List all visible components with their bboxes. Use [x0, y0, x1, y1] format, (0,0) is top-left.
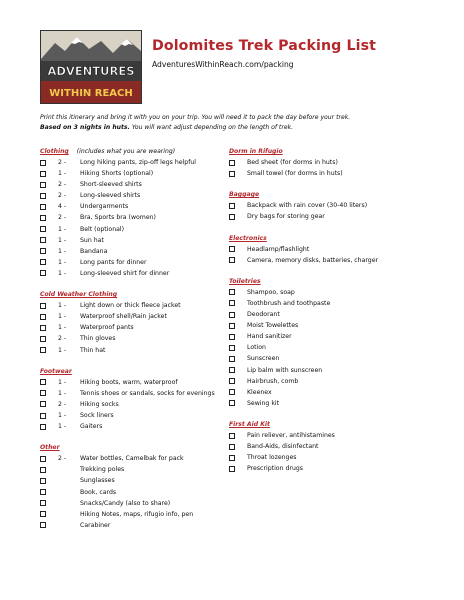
item-label: Thin gloves [80, 335, 116, 343]
item-label: Waterproof shell/Rain jacket [80, 313, 167, 321]
section-baggage [229, 190, 439, 233]
section-title: Baggage [229, 191, 260, 199]
checkbox[interactable] [229, 289, 235, 295]
item-label: Hiking boots, warm, waterproof [80, 378, 178, 386]
checklist-item [40, 190, 240, 201]
checklist-item [229, 463, 439, 474]
checkbox[interactable] [40, 401, 46, 407]
checkbox[interactable] [40, 511, 46, 517]
item-quantity: 1 - [58, 258, 67, 266]
logo-line2: WITHIN REACH [49, 88, 133, 99]
checkbox[interactable] [229, 367, 235, 373]
item-label: Short-sleeved shirts [80, 181, 142, 189]
item-label: Long pants for dinner [80, 258, 147, 266]
checkbox[interactable] [40, 215, 46, 221]
checklist-item [40, 257, 240, 268]
spacer [229, 222, 439, 233]
checklist-item [229, 168, 439, 179]
item-label: Hairbrush, comb [247, 377, 299, 385]
section-title: Electronics [229, 234, 267, 242]
item-label: Hiking socks [80, 400, 119, 408]
checkbox[interactable] [229, 356, 235, 362]
item-label: Bandana [80, 247, 108, 255]
checklist-item [229, 200, 439, 211]
checkbox[interactable] [40, 500, 46, 506]
checklist-item [40, 268, 240, 279]
item-label: Moist Towelettes [247, 322, 299, 330]
checkbox[interactable] [40, 325, 46, 331]
item-label: Sewing kit [247, 399, 280, 407]
item-label: Headlamp/flashlight [247, 245, 310, 253]
item-label: Hiking Notes, maps, rifugio info, pen [80, 510, 194, 518]
item-quantity: 1 - [58, 236, 67, 244]
checklist-item [40, 311, 240, 322]
item-label: Waterproof pants [80, 324, 134, 332]
item-label: Water bottles, Camelbak for pack [80, 455, 184, 463]
checkbox[interactable] [40, 270, 46, 276]
spacer [229, 266, 439, 277]
item-label: Backpack with rain cover (30-40 liters) [247, 202, 368, 210]
checkbox[interactable] [40, 424, 46, 430]
checklist-item [229, 320, 439, 331]
checklist-item [229, 441, 439, 452]
checkbox[interactable] [40, 303, 46, 309]
item-quantity: 1 - [58, 225, 67, 233]
item-quantity: 1 - [58, 302, 67, 310]
checklist-item [40, 509, 240, 520]
checklist-item [40, 224, 240, 235]
item-quantity: 1 - [58, 423, 67, 431]
section-heading [40, 147, 240, 157]
checklist-item [40, 377, 240, 388]
checkbox[interactable] [40, 336, 46, 342]
spacer [40, 432, 240, 443]
logo-line1: ADVENTURES [47, 64, 135, 78]
item-label: Trekking poles [80, 466, 125, 474]
checklist-item [229, 398, 439, 409]
spacer [40, 279, 240, 290]
checkbox[interactable] [40, 160, 46, 166]
spacer [40, 356, 240, 367]
item-label: Bra, Sports bra (women) [80, 214, 156, 222]
checkbox[interactable] [229, 455, 235, 461]
checkbox[interactable] [40, 237, 46, 243]
item-label: Long-sleeved shirts [80, 192, 141, 200]
item-quantity: 4 - [58, 203, 67, 211]
item-label: Sun hat [80, 236, 104, 244]
checklist-item [229, 387, 439, 398]
checkbox[interactable] [40, 467, 46, 473]
checklist-item [229, 309, 439, 320]
item-label: Hand sanitizer [247, 333, 292, 341]
checklist-item [40, 333, 240, 344]
checklist-item [229, 298, 439, 309]
item-label: Kleenex [247, 388, 272, 396]
right-column [229, 147, 439, 474]
item-label: Lotion [247, 344, 266, 352]
intro-text [40, 113, 440, 133]
checkbox[interactable] [229, 400, 235, 406]
checklist-item [229, 287, 439, 298]
item-label: Prescription drugs [247, 465, 304, 473]
item-label: Gaiters [80, 423, 103, 431]
item-quantity: 2 - [58, 214, 67, 222]
item-quantity: 1 - [58, 170, 67, 178]
item-quantity: 2 - [58, 181, 67, 189]
checkbox[interactable] [40, 347, 46, 353]
item-quantity: 1 - [58, 378, 67, 386]
checkbox[interactable] [229, 312, 235, 318]
item-label: Hiking Shorts (optional) [80, 170, 154, 178]
checklist-item [40, 168, 240, 179]
checkbox[interactable] [229, 246, 235, 252]
checklist-item [229, 365, 439, 376]
checkbox[interactable] [229, 389, 235, 395]
section-heading [229, 147, 439, 157]
item-label: Carabiner [80, 521, 111, 529]
checkbox[interactable] [40, 314, 46, 320]
checkbox[interactable] [229, 323, 235, 329]
checkbox[interactable] [229, 257, 235, 263]
checkbox[interactable] [40, 248, 46, 254]
checkbox[interactable] [40, 413, 46, 419]
item-quantity: 2 - [58, 335, 67, 343]
checklist-item [40, 410, 240, 421]
checkbox[interactable] [40, 171, 46, 177]
checklist-item [40, 212, 240, 223]
checklist-item [40, 421, 240, 432]
checkbox[interactable] [229, 214, 235, 220]
section-heading [229, 234, 439, 244]
item-quantity: 1 - [58, 346, 67, 354]
item-label: Bed sheet (for dorms in huts) [247, 159, 338, 166]
checkbox[interactable] [229, 433, 235, 439]
item-label: Toothbrush and toothpaste [247, 299, 331, 307]
intro-rest: You will want adjust depending on the length of trek. [129, 124, 294, 131]
section-title: Toiletries [229, 277, 261, 285]
item-label: Light down or thick fleece jacket [80, 302, 181, 310]
checkbox[interactable] [229, 160, 235, 166]
checkbox[interactable] [229, 378, 235, 384]
checkbox[interactable] [229, 171, 235, 177]
section-note: (includes what you are wearing) [76, 148, 176, 155]
checkbox[interactable] [229, 444, 235, 450]
checklist-item [40, 300, 240, 311]
section-title: First Aid Kit [229, 420, 270, 428]
section-title: Footwear [40, 367, 72, 375]
checkbox[interactable] [40, 478, 46, 484]
checklist-item [40, 464, 240, 475]
checklist-item [229, 430, 439, 441]
checkbox[interactable] [40, 226, 46, 232]
section-title: Cold Weather Clothing [40, 291, 118, 299]
checklist-item [229, 342, 439, 353]
item-label: Camera, memory disks, batteries, charger [247, 256, 379, 264]
checklist-item [229, 157, 439, 168]
checklist-item [40, 157, 240, 168]
checklist-item [229, 376, 439, 387]
item-quantity: 1 - [58, 324, 67, 332]
checklist-item [40, 179, 240, 190]
page-title: Dolomites Trek Packing List [152, 38, 377, 54]
item-label: Sunscreen [247, 355, 280, 363]
section-title: Clothing [40, 148, 69, 155]
checklist-item [40, 388, 240, 399]
item-label: Long-sleeved shirt for dinner [80, 269, 170, 277]
intro-line-1: Print this itinerary and bring it with you on your trip. You will need it to pack the day before your trek. [40, 114, 351, 121]
checklist-item [229, 353, 439, 364]
checklist-item [40, 399, 240, 410]
checklist-item [40, 201, 240, 212]
section-heading [40, 443, 240, 453]
checkbox[interactable] [40, 259, 46, 265]
section-title: Dorm in Rifugio [229, 148, 283, 155]
item-label: Pain reliever, antihistamines [247, 431, 335, 439]
section-title: Other [40, 444, 60, 452]
item-quantity: 2 - [58, 192, 67, 200]
item-label: Book, cards [80, 488, 117, 496]
website-url: AdventuresWithinReach.com/packing [152, 60, 294, 69]
item-label: Small towel (for dorms in huts) [247, 170, 343, 178]
checklist-item [40, 246, 240, 257]
item-label: Lip balm with sunscreen [247, 366, 323, 374]
section-heading [40, 290, 240, 300]
intro-line-2 [40, 123, 440, 133]
item-label: Snacks/Candy (also to share) [80, 499, 171, 507]
checklist-item [40, 487, 240, 498]
checkbox[interactable] [40, 456, 46, 462]
section-heading [229, 190, 439, 200]
section-dorm-in-rifugio [229, 147, 439, 190]
item-quantity: 1 - [58, 247, 67, 255]
section-first-aid-kit [229, 420, 439, 474]
checkbox[interactable] [40, 522, 46, 528]
item-label: Undergarments [80, 203, 129, 211]
adventures-within-reach-logo [40, 30, 142, 104]
checklist-item [229, 331, 439, 342]
checklist-item [40, 322, 240, 333]
spacer [229, 409, 439, 420]
section-toiletries [229, 277, 439, 420]
checklist-item [229, 211, 439, 222]
checkbox[interactable] [40, 182, 46, 188]
section-electronics [229, 234, 439, 277]
section-cold-weather-clothing [40, 290, 240, 367]
item-quantity: 1 - [58, 269, 67, 277]
item-quantity: 2 - [58, 400, 67, 408]
item-label: Dry bags for storing gear [247, 213, 325, 221]
checklist-item [40, 498, 240, 509]
checklist-item [40, 235, 240, 246]
checklist-item [229, 244, 439, 255]
checkbox[interactable] [229, 203, 235, 209]
spacer [229, 179, 439, 190]
section-heading [229, 277, 439, 287]
checklist-item [40, 345, 240, 356]
section-other [40, 443, 240, 531]
checkbox[interactable] [40, 390, 46, 396]
checkbox[interactable] [40, 204, 46, 210]
item-label: Tennis shoes or sandals, socks for evenings [80, 389, 215, 397]
section-clothing [40, 147, 240, 290]
item-label: Sunglasses [80, 477, 115, 485]
item-quantity: 2 - [58, 455, 67, 463]
item-quantity: 1 - [58, 389, 67, 397]
checkbox[interactable] [40, 193, 46, 199]
intro-bold: Based on 3 nights in huts. [40, 124, 130, 131]
item-label: Shampoo, soap [247, 288, 295, 296]
checkbox[interactable] [229, 334, 235, 340]
left-column [40, 147, 240, 531]
checkbox[interactable] [229, 345, 235, 351]
item-label: Thin hat [80, 346, 106, 354]
checklist-item [229, 452, 439, 463]
item-label: Deodorant [247, 311, 280, 319]
item-label: Sock liners [80, 411, 114, 419]
section-footwear [40, 367, 240, 444]
checklist-item [40, 453, 240, 464]
item-quantity: 2 - [58, 159, 67, 166]
checklist-item [40, 520, 240, 531]
item-label: Band-Aids, disinfectant [247, 443, 319, 451]
section-heading [229, 420, 439, 430]
checklist-item [40, 475, 240, 486]
checkbox[interactable] [229, 300, 235, 306]
item-label: Long hiking pants, zip-off legs helpful [80, 159, 197, 166]
item-quantity: 1 - [58, 411, 67, 419]
item-label: Belt (optional) [80, 225, 125, 233]
checkbox[interactable] [229, 466, 235, 472]
checklist-item [229, 255, 439, 266]
section-heading [40, 367, 240, 377]
checkbox[interactable] [40, 379, 46, 385]
item-quantity: 1 - [58, 313, 67, 321]
checkbox[interactable] [40, 489, 46, 495]
item-label: Throat lozenges [247, 454, 297, 462]
